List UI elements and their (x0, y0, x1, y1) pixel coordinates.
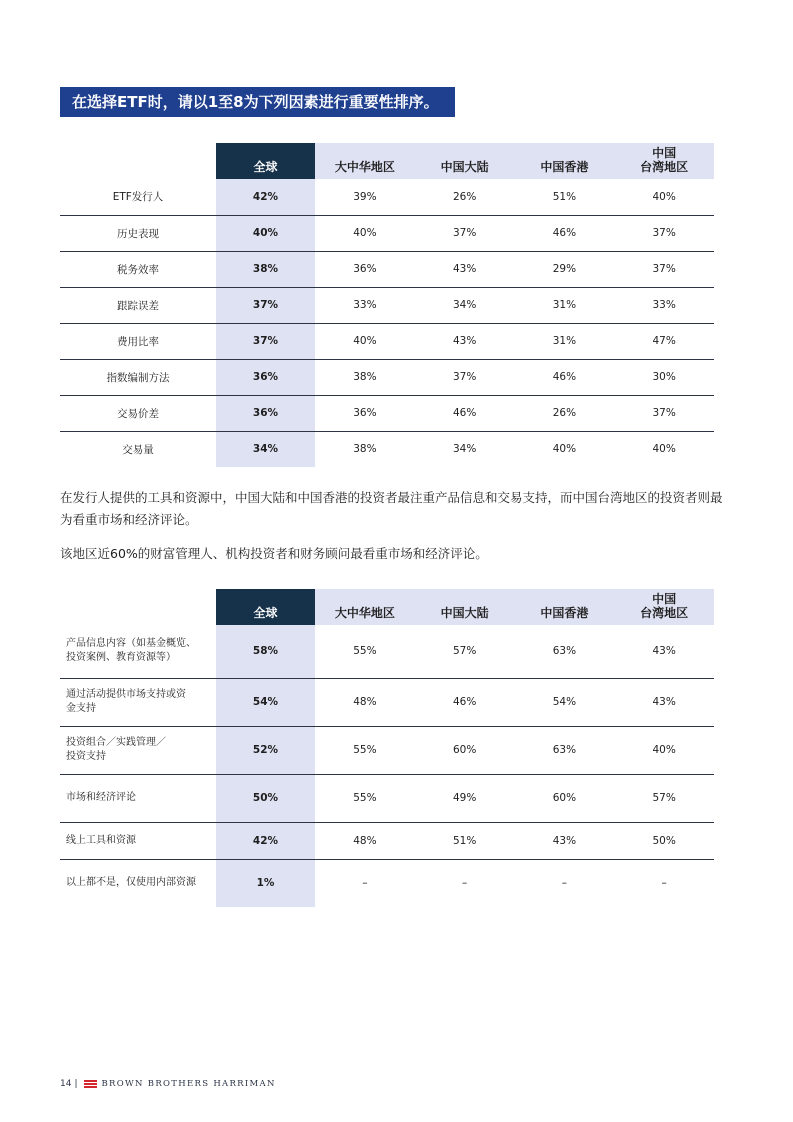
cell-global: 58% (216, 625, 315, 678)
cell-global: 34% (216, 431, 315, 467)
cell-hong-kong: 40% (552, 443, 577, 456)
column-header-global: 全球 (216, 589, 315, 625)
cell-taiwan: 40% (652, 443, 676, 456)
row-label: 费用比率 (60, 323, 216, 359)
table-row (60, 822, 714, 859)
cell-taiwan: 37% (614, 251, 714, 287)
cell-greater-china: 40% (315, 323, 415, 359)
table-header-row (60, 589, 714, 625)
cell-mainland-china: 57% (415, 625, 515, 678)
row-label: 历史表现 (60, 215, 216, 251)
row-label: 线上工具和资源 (60, 822, 216, 859)
paragraph-issuer-resources: 在发行人提供的工具和资源中，中国大陆和中国香港的投资者最注重产品信息和交易支持，而中国台湾地区的投资者则最为看重市场和经济评论。 (60, 490, 723, 527)
cell-global: 36% (216, 395, 315, 431)
cell-global: 42% (216, 179, 315, 215)
cell-mainland-china: 37% (415, 359, 515, 395)
row-label: 产品信息内容（如基金概览、 投资案例、教育资源等） (60, 625, 216, 678)
cell-greater-china: 48% (315, 678, 415, 726)
cell-mainland-china: 49% (415, 774, 515, 822)
row-label: 交易量 (122, 443, 154, 456)
cell-mainland-china: 26% (415, 179, 515, 215)
row-label: 指数编制方法 (60, 359, 216, 395)
paragraph-market-commentary: 该地区近60%的财富管理人、机构投资者和财务顾问最看重市场和经济评论。 (60, 546, 488, 561)
cell-hong-kong: 31% (515, 323, 615, 359)
column-header-hong-kong: 中国香港 (515, 589, 615, 625)
cell-global: 38% (216, 251, 315, 287)
cell-greater-china: 40% (315, 215, 415, 251)
cell-mainland-china: 46% (415, 395, 515, 431)
page-footer (60, 1077, 276, 1091)
cell-greater-china: 55% (315, 774, 415, 822)
cell-hong-kong: – (561, 877, 567, 890)
cell-mainland-china: – (462, 877, 468, 890)
column-header-greater-china: 大中华地区 (315, 589, 415, 625)
cell-taiwan: – (661, 877, 667, 890)
etf-factor-ranking-table (60, 143, 714, 467)
column-header-taiwan: 中国 台湾地区 (614, 589, 714, 625)
cell-hong-kong: 51% (515, 179, 615, 215)
cell-global: 42% (216, 822, 315, 859)
cell-taiwan: 37% (614, 215, 714, 251)
cell-mainland-china: 43% (415, 323, 515, 359)
row-label: 以上都不是，仅使用内部资源 (66, 877, 196, 889)
column-header-mainland-china: 中国大陆 (415, 143, 515, 179)
cell-global: 50% (216, 774, 315, 822)
bbh-flag-icon (84, 1080, 97, 1088)
cell-mainland-china: 46% (415, 678, 515, 726)
column-header-taiwan: 中国 台湾地区 (614, 143, 714, 179)
cell-hong-kong: 43% (515, 822, 615, 859)
table-row (60, 859, 714, 907)
cell-global: 40% (216, 215, 315, 251)
row-label: ETF发行人 (60, 179, 216, 215)
section-title: 在选择ETF时，请以1至8为下列因素进行重要性排序。 (60, 87, 455, 117)
table-row (60, 431, 714, 467)
cell-taiwan: 43% (614, 678, 714, 726)
cell-greater-china: 38% (315, 359, 415, 395)
cell-mainland-china: 51% (415, 822, 515, 859)
cell-global: 37% (216, 323, 315, 359)
row-label: 投资组合／实践管理／ 投资支持 (60, 726, 216, 774)
brand-name: BROWN BROTHERS HARRIMAN (101, 1079, 276, 1089)
row-label: 税务效率 (60, 251, 216, 287)
cell-hong-kong: 54% (515, 678, 615, 726)
cell-global: 1% (216, 859, 315, 907)
cell-greater-china: 39% (315, 179, 415, 215)
issuer-resources-table (60, 589, 714, 907)
cell-hong-kong: 63% (515, 625, 615, 678)
table-row (60, 359, 714, 395)
cell-taiwan: 50% (614, 822, 714, 859)
table-row (60, 678, 714, 726)
cell-mainland-china: 60% (415, 726, 515, 774)
footer-separator: | (74, 1079, 78, 1089)
cell-hong-kong: 46% (515, 215, 615, 251)
cell-greater-china: 33% (315, 287, 415, 323)
table-row (60, 395, 714, 431)
column-header-hong-kong: 中国香港 (515, 143, 615, 179)
cell-taiwan: 40% (614, 179, 714, 215)
table-row (60, 323, 714, 359)
cell-hong-kong: 60% (515, 774, 615, 822)
cell-greater-china: 55% (315, 726, 415, 774)
cell-taiwan: 57% (614, 774, 714, 822)
cell-greater-china: 36% (315, 251, 415, 287)
cell-greater-china: 48% (315, 822, 415, 859)
cell-mainland-china: 34% (452, 443, 477, 456)
cell-taiwan: 37% (614, 395, 714, 431)
cell-taiwan: 33% (614, 287, 714, 323)
table-row (60, 726, 714, 774)
cell-global: 37% (216, 287, 315, 323)
cell-hong-kong: 29% (515, 251, 615, 287)
row-label: 跟踪误差 (60, 287, 216, 323)
cell-hong-kong: 46% (515, 359, 615, 395)
cell-greater-china: 55% (315, 625, 415, 678)
cell-taiwan: 30% (614, 359, 714, 395)
cell-greater-china: – (362, 877, 368, 890)
row-label: 通过活动提供市场支持或资 金支持 (60, 678, 216, 726)
row-label: 交易价差 (60, 395, 216, 431)
cell-global: 52% (216, 726, 315, 774)
column-header-mainland-china: 中国大陆 (415, 589, 515, 625)
cell-hong-kong: 26% (515, 395, 615, 431)
cell-hong-kong: 31% (515, 287, 615, 323)
table-row (60, 774, 714, 822)
header-empty-cell (60, 589, 216, 625)
cell-greater-china: 36% (315, 395, 415, 431)
cell-taiwan: 47% (614, 323, 714, 359)
header-empty-cell (60, 143, 216, 179)
cell-global: 36% (216, 359, 315, 395)
cell-global: 54% (216, 678, 315, 726)
cell-mainland-china: 34% (415, 287, 515, 323)
cell-taiwan: 43% (614, 625, 714, 678)
table-row (60, 625, 714, 678)
cell-taiwan: 40% (614, 726, 714, 774)
table-row (60, 251, 714, 287)
column-header-greater-china: 大中华地区 (315, 143, 415, 179)
page-number: 14 (60, 1079, 72, 1089)
cell-greater-china: 38% (353, 443, 377, 456)
table-row (60, 179, 714, 215)
row-label: 市场和经济评论 (60, 774, 216, 822)
table-row (60, 287, 714, 323)
table-header-row (60, 143, 714, 179)
column-header-global: 全球 (216, 143, 315, 179)
cell-hong-kong: 63% (515, 726, 615, 774)
table-row (60, 215, 714, 251)
cell-mainland-china: 37% (415, 215, 515, 251)
cell-mainland-china: 43% (415, 251, 515, 287)
